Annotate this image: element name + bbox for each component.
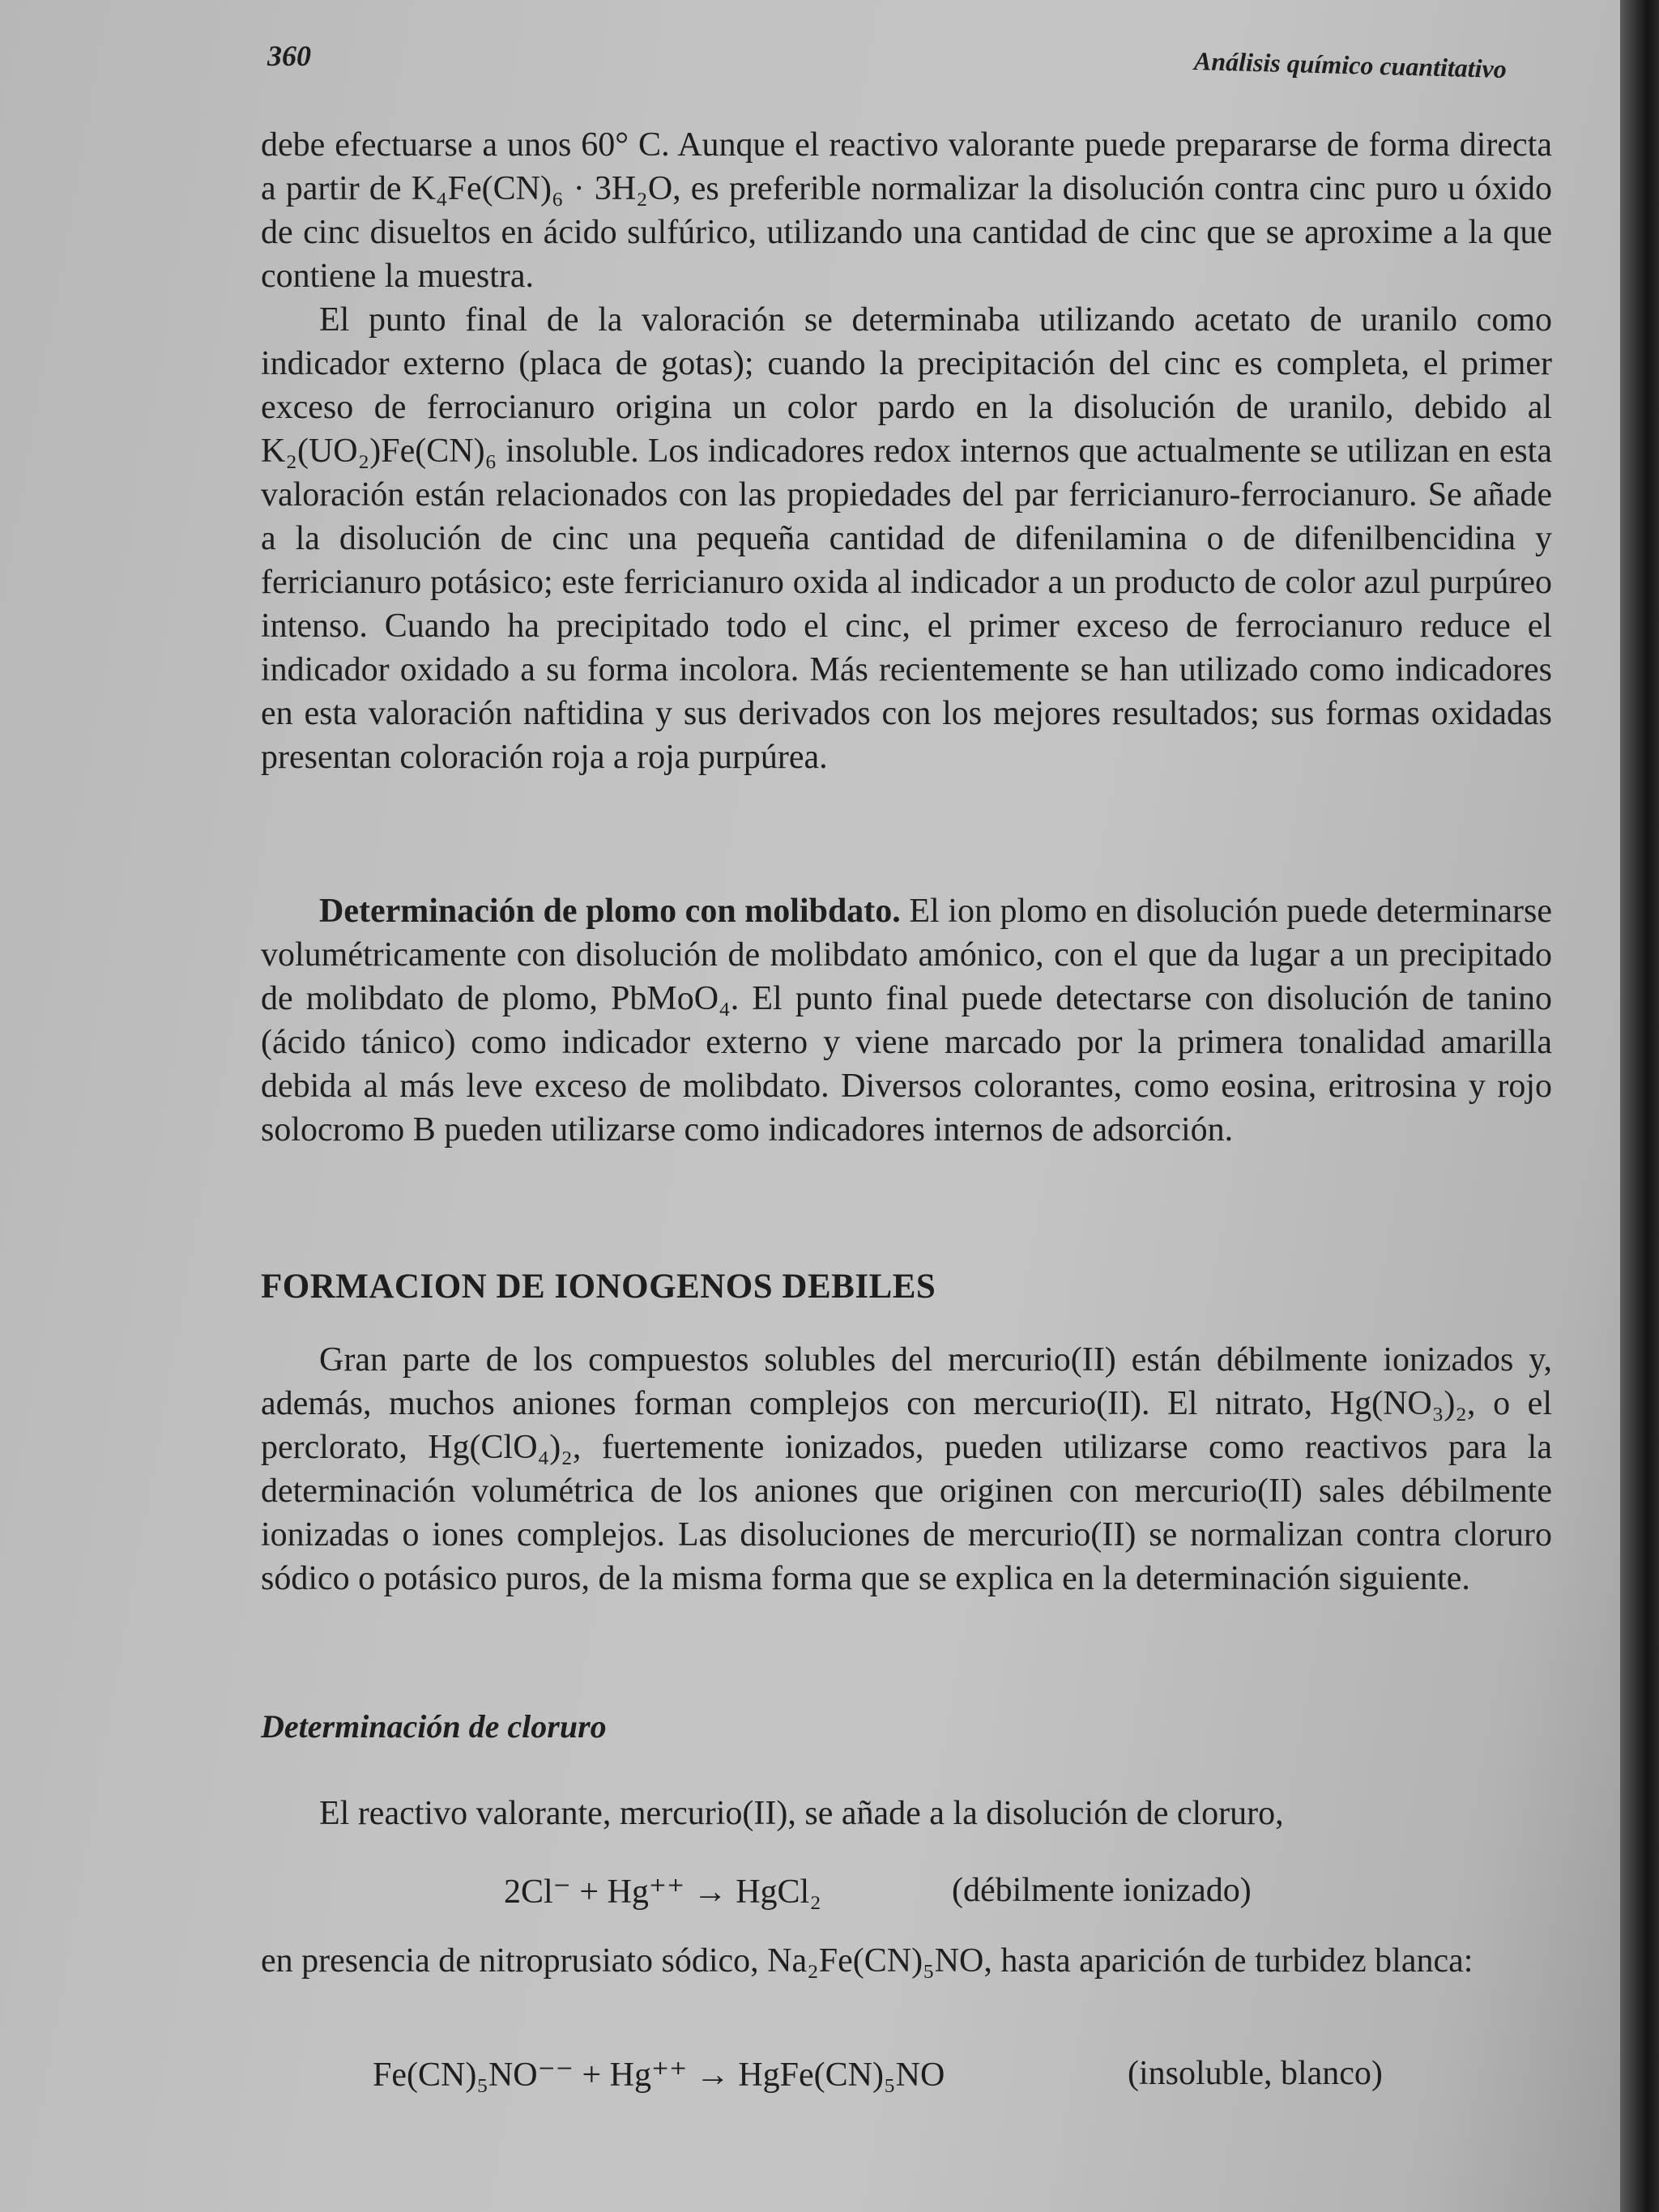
- paragraph-mercury: Gran parte de los compuestos solubles del mercurio(II) están débilmente ionizados y, además, muchos aniones forman complejos con mercurio(II). El nitrato, Hg(NO₃)₂, o el perclorato, Hg(ClO₄)₂, fuertemente ionizados, pueden utilizarse como reactivos para la determinación volumétrica de los aniones que originen con mercurio(II) sales débilmente ionizadas o iones complejos. Las disoluciones de mercurio(II) se normalizan contra cloruro sódico o potásico puros, de la misma forma que se explica en la determinación siguiente.: [261, 1341, 1552, 1597]
- equation-2-reaction: Fe(CN)₅NO⁻⁻ + Hg⁺⁺ → HgFe(CN)₅NO: [373, 2056, 945, 2094]
- equation-1-reaction: 2Cl⁻ + Hg⁺⁺ → HgCl₂: [504, 1873, 821, 1911]
- equation-2-note: (insoluble, blanco): [1128, 2055, 1383, 2092]
- equation-2: [373, 2054, 945, 2095]
- paragraph-lead-body: El ion plomo en disolución puede determinarse volumétricamente con disolución de molibdato amónico, con el que da lugar a un precipitado de molibdato de plomo, PbMoO₄. El punto final puede detectarse con disolución de tanino (ácido tánico) como indicador externo y viene marcado por la primera tonalidad amarilla debida al más leve exceso de molibdato. Diversos colorantes, como eosina, eritrosina y rojo solocromo B pueden utilizarse como indicadores internos de adsorción.: [261, 893, 1553, 1149]
- paragraph-lead-title: Determinación de plomo con molibdato.: [319, 893, 901, 930]
- section-heading: FORMACION DE IONOGENOS DEBILES: [261, 1268, 936, 1306]
- paragraph-lead-determination: [261, 889, 1552, 1152]
- paragraph-1: debe efectuarse a unos 60° C. Aunque el reactivo valorante puede prepararse de forma directa a partir de K₄Fe(CN)₆ · 3H₂O, es preferible normalizar la disolución contra cinc puro u óxido de cinc disueltos en ácido sulfúrico, utilizando una cantidad de cinc que se aproxime a la que contiene la muestra.: [261, 126, 1552, 295]
- equation-1: [504, 1871, 821, 1912]
- equation-1-note: (débilmente ionizado): [952, 1872, 1252, 1909]
- paragraph-nitroprusside: en presencia de nitroprusiato sódico, Na₂Fe(CN)₅NO, hasta aparición de turbidez blanca:: [261, 1942, 1473, 1980]
- page-number: 360: [267, 40, 311, 72]
- running-title: Análisis químico cuantitativo: [1193, 45, 1508, 84]
- book-gutter-shadow: [1620, 0, 1659, 2212]
- subheading-chloride: Determinación de cloruro: [261, 1708, 607, 1745]
- paragraph-chloride-intro: El reactivo valorante, mercurio(II), se añade a la disolución de cloruro,: [319, 1795, 1284, 1832]
- paragraph-2: El punto final de la valoración se determinaba utilizando acetato de uranilo como indicador externo (placa de gotas); cuando la precipitación del cinc es completa, el primer exceso de ferrocianuro origina un color pardo en la disolución de uranilo, debido al K₂(UO₂)Fe(CN)₆ insoluble. Los indicadores redox internos que actualmente se utilizan en esta valoración están relacionados con las propiedades del par ferricianuro-ferrocianuro. Se añade a la disolución de cinc una pequeña cantidad de difenilamina o de difenilbencidina y ferricianuro potásico; este ferricianuro oxida al indicador a un producto de color azul purpúreo intenso. Cuando ha precipitado todo el cinc, el primer exceso de ferrocianuro reduce el indicador oxidado a su forma incolora. Más recientemente se han utilizado como indicadores en esta valoración naftidina y sus derivados con los mejores resultados; sus formas oxidadas presentan coloración roja a roja purpúrea.: [261, 301, 1552, 776]
